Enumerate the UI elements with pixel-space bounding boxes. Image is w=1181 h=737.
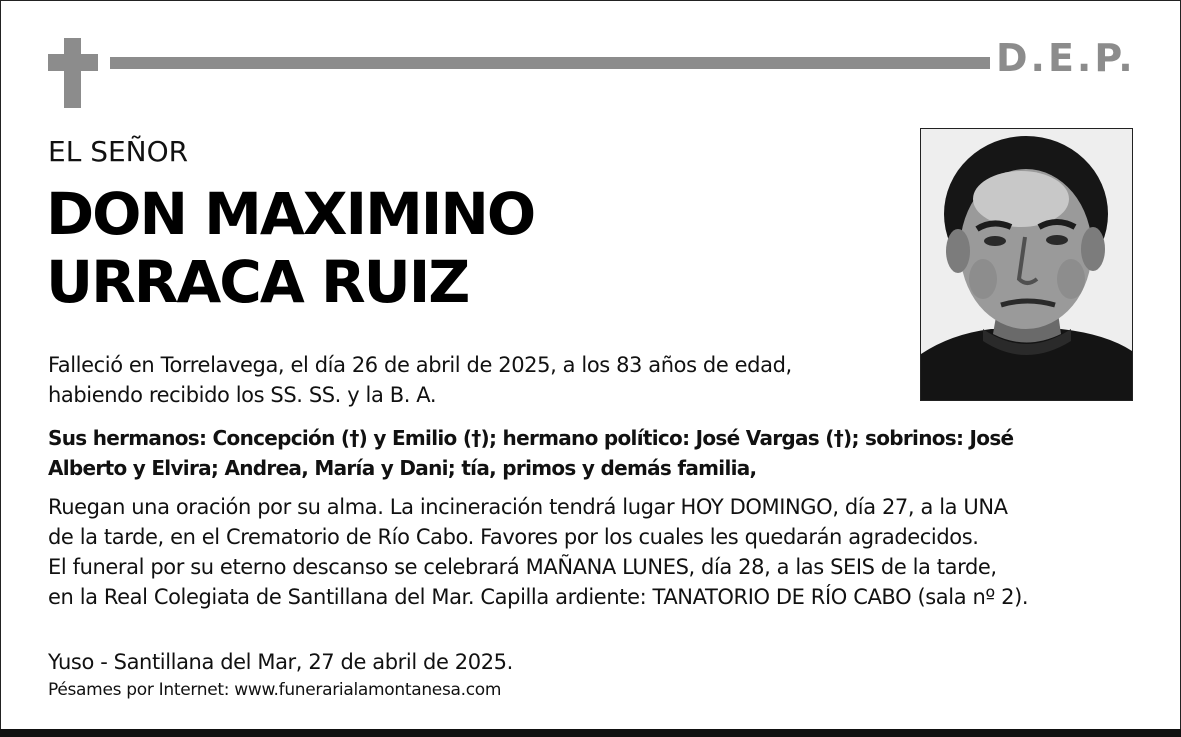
honorific-prefix: EL SEÑOR (48, 135, 189, 168)
ceremony-details (48, 492, 1028, 612)
portrait-photo (920, 128, 1133, 401)
ceremony-details-line: en la Real Colegiata de Santillana del Mar. Capilla ardiente: TANATORIO DE RÍO CABO (sala nº 2). (48, 585, 1029, 609)
family-list (48, 423, 1013, 483)
place-date: Yuso - Santillana del Mar, 27 de abril de 2025. (48, 650, 513, 674)
death-notice-line: habiendo recibido los SS. SS. y la B. A. (48, 383, 437, 407)
family-list-line: Sus hermanos: Concepción (†) y Emilio (†); hermano político: José Vargas (†); sobrinos: José (48, 426, 1014, 450)
family-list-line: Alberto y Elvira; Andrea, María y Dani; tía, primos y demás familia, (48, 456, 757, 480)
cross-icon (64, 38, 81, 108)
cross-icon-bar (48, 54, 98, 71)
ceremony-details-line: Ruegan una oración por su alma. La incineración tendrá lugar HOY DOMINGO, día 27, a la UNA (48, 495, 1008, 519)
ceremony-details-line: de la tarde, en el Crematorio de Río Cabo. Favores por los cuales les quedarán agradecidos. (48, 525, 979, 549)
deceased-name (46, 180, 534, 316)
deceased-name-line: DON MAXIMINO (46, 180, 535, 248)
bottom-rule (0, 729, 1181, 737)
ceremony-details-line: El funeral por su eterno descanso se celebrará MAÑANA LUNES, día 28, a las SEIS de la tarde, (48, 555, 997, 579)
header-rule (110, 57, 990, 69)
portrait-illustration (921, 129, 1132, 400)
death-notice-line: Falleció en Torrelavega, el día 26 de abril de 2025, a los 83 años de edad, (48, 353, 792, 377)
dep-label: D.E.P. (996, 36, 1136, 80)
deceased-name-line: URRACA RUIZ (46, 248, 469, 316)
death-notice (48, 350, 792, 410)
condolences-link: Pésames por Internet: www.funerarialamontanesa.com (48, 680, 502, 700)
